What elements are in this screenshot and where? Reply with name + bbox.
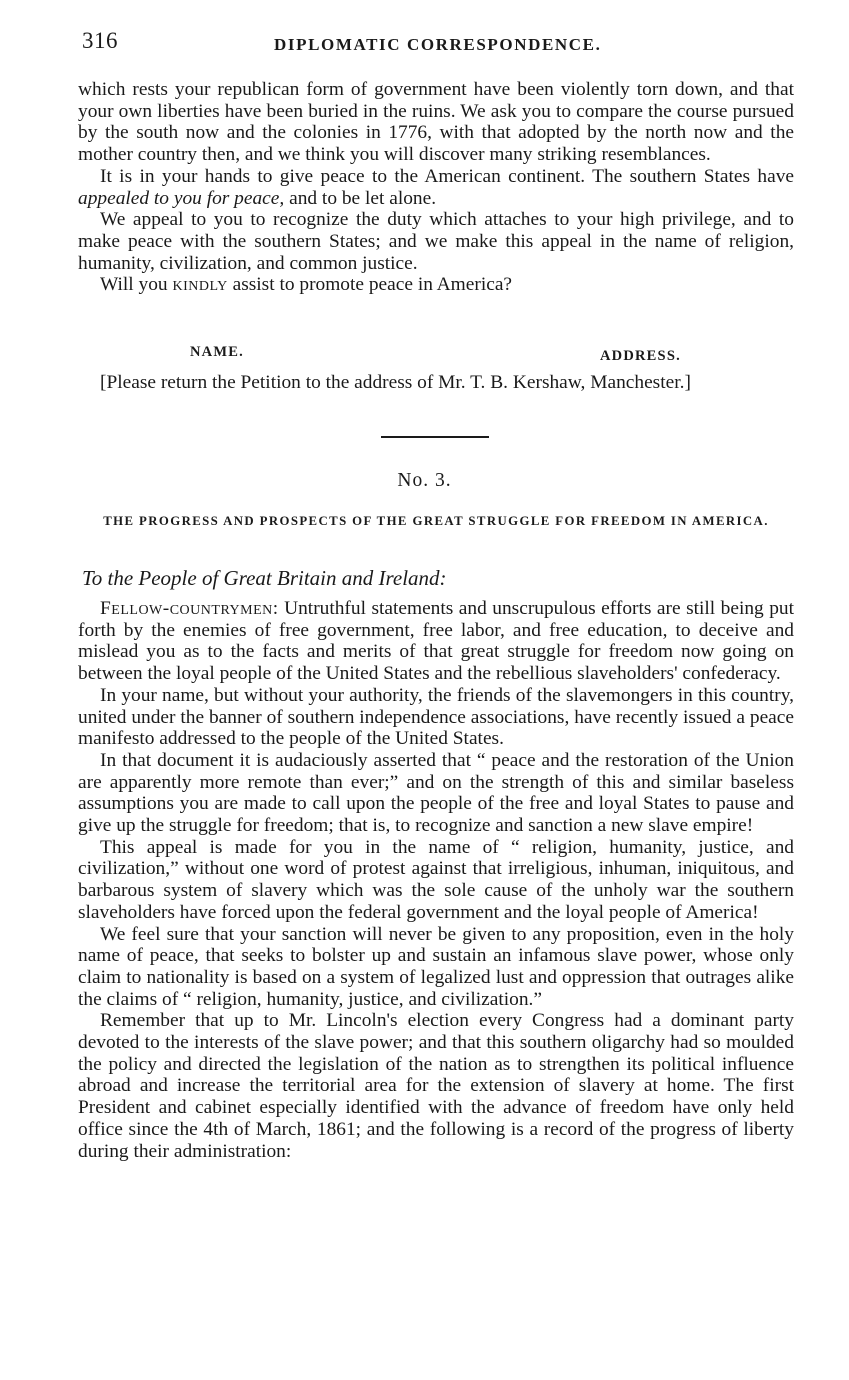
running-title: DIPLOMATIC CORRESPONDENCE. [274, 35, 602, 54]
petition-paragraph: We appeal to you to recognize the duty which attaches to your high privilege, and to make peace with the southern States; and we make this appeal in the name of religion, humanity, civilization, and common justice. [78, 209, 794, 274]
body-paragraph: In that document it is audaciously asserted that “ peace and the restoration of the Union are apparently more remote than ever;” and on the strength of this and similar baseless assumptions you are made to call upon the people of the free and loyal States to pause and give up the struggle for freedom; that is, to recognize and sanction a new slave empire! [78, 749, 794, 837]
address-label: ADDRESS. [600, 348, 681, 364]
salutation: To the People of Great Britain and Ireland: [82, 566, 447, 590]
page-number: 316 [82, 28, 118, 53]
section-heading: THE PROGRESS AND PROSPECTS OF THE GREAT STRUGGLE FOR FREEDOM IN AMERICA. [103, 514, 769, 528]
petition-paragraph: which rests your republican form of government have been violently torn down, and that your own liberties have been buried in the ruins. We ask you to compare the course pursued by the south now and the colonies in 1776, with that adopted by the north now and the mother country then, and we think you will discover many striking resemblances. [78, 79, 794, 166]
opening-words: Fellow-countrymen: [100, 598, 279, 619]
name-label: NAME. [190, 344, 244, 360]
running-head [82, 28, 796, 64]
petition-paragraph: It is in your hands to give peace to the American continent. The southern States have appealed to you for peace, and to be let alone. [78, 165, 794, 209]
petition-paragraph: Will you kindly assist to promote peace in America? [100, 274, 513, 296]
emphasis-text: appealed to you for peace, [78, 187, 285, 209]
petition-signature-labels [190, 344, 690, 366]
small-caps-word: kindly [172, 274, 228, 296]
return-note-text: [Please return the Petition to the address of Mr. T. B. Kershaw, Manchester.] [100, 372, 691, 393]
address-body [78, 598, 794, 1162]
body-paragraph: We feel sure that your sanction will never be given to any proposition, even in the holy name of peace, that seeks to bolster up and sustain an infamous slave power, whose only claim to nationality is based on a system of legalized lust and oppression that outrages alike the claims of “ religion, humanity, justice, and civilization.” [78, 923, 794, 1010]
body-paragraph: This appeal is made for you in the name of “ religion, humanity, justice, and civilization,” without one word of protest against that irreligious, inhuman, iniquitous, and barbarous system of slavery which was the sole cause of the unholy war the southern slaveholders have forced upon the federal government and the loyal people of America! [78, 836, 794, 923]
body-paragraph: In your name, but without your authority, the friends of the slavemongers in this country, united under the banner of southern independence associations, have recently issued a peace manifesto addressed to the people of the United States. [78, 684, 794, 750]
body-paragraph: Fellow-countrymen: Untruthful statements and unscrupulous efforts are still being put forth by the enemies of free government, free labor, and free education, to deceive and mislead you as to the facts and merits of that great struggle for freedom now going on between the loyal people of the United States and the rebellious slaveholders' confederacy. [78, 598, 794, 685]
section-divider [381, 436, 489, 438]
petition-text [78, 79, 794, 296]
section-number: No. 3. [397, 470, 452, 491]
return-note [78, 372, 794, 393]
body-paragraph: Remember that up to Mr. Lincoln's election every Congress had a dominant party devoted to the interests of the slave power; and that this southern oligarchy had so moulded the policy and directed the legislation of the nation as to strengthen its political influence abroad and increase the territorial area for the extension of slavery at home. The first President and cabinet especially identified with the advance of freedom have only held office since the 4th of March, 1861; and the following is a record of the progress of liberty during their administration: [78, 1010, 794, 1162]
